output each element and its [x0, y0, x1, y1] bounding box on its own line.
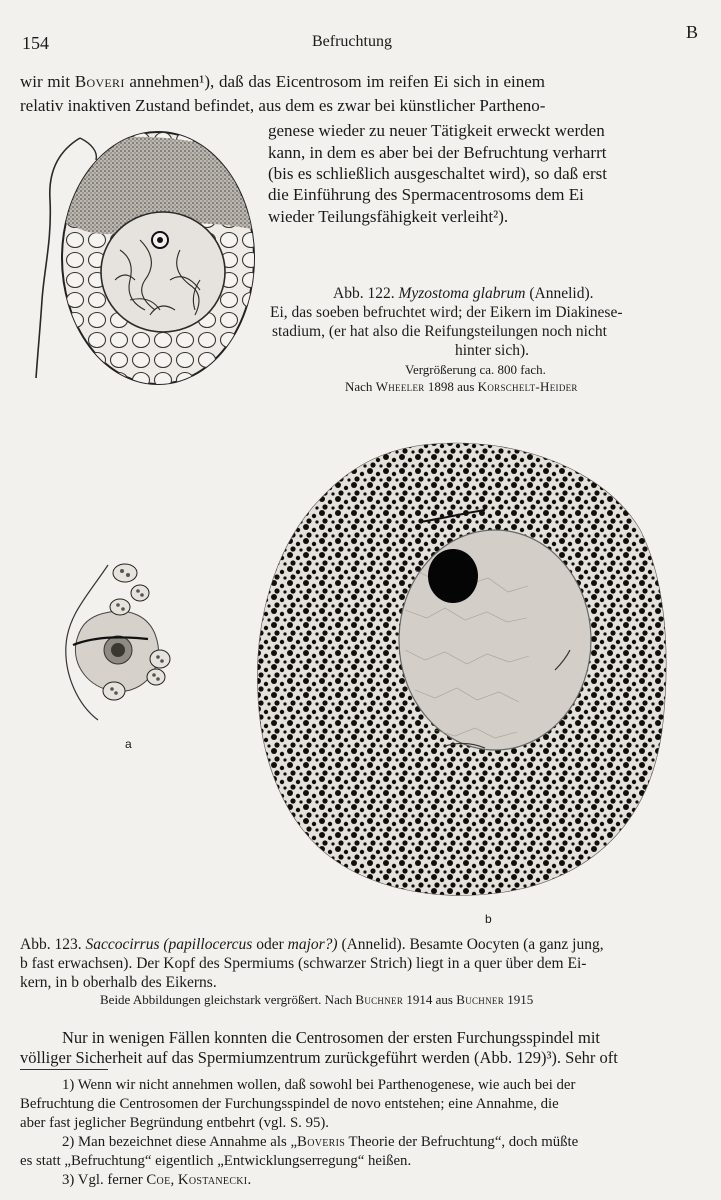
fig123-caption-line-1: Abb. 123. Saccocirrus (papillocercus oder major?) (Annelid). Besamte Oocyten (a ganz jung,	[20, 936, 604, 953]
footnote-rule	[20, 1069, 108, 1070]
figure-122-egg-illustration	[20, 130, 280, 390]
intro-line-3: genese wieder zu neuer Tätigkeit erweckt werden	[268, 121, 605, 140]
sheet-mark: B	[686, 22, 699, 42]
fig122-caption-desc-1: Ei, das soeben befruchtet wird; der Eikern im Diakinese-	[270, 304, 623, 321]
intro-line-2: relativ inaktiven Zustand befindet, aus dem es zwar bei künstlicher Partheno-	[20, 96, 546, 115]
fig122-source: Nach Wheeler 1898 aus Korschelt-Heider	[345, 379, 578, 394]
running-title: Befruchtung	[312, 33, 392, 50]
intro-line-1: wir mit Boveri annehmen¹), daß das Eicentrosom im reifen Ei sich in einem	[20, 72, 545, 91]
page-number: 154	[22, 33, 49, 53]
fig123-caption-line-2: b fast erwachsen). Der Kopf des Spermiums (schwarzer Strich) liegt in a quer über dem Ei-	[20, 955, 587, 972]
fig122-caption-desc-3: hinter sich).	[455, 342, 530, 359]
intro-line-7: wieder Teilungsfähigkeit verleiht²).	[268, 207, 509, 226]
fig123-species: Saccocirrus (papillocercus	[85, 936, 253, 953]
intro-line-4: kann, in dem es aber bei der Befruchtung verharrt	[268, 143, 607, 162]
fig123-panel-b-label: b	[485, 912, 492, 926]
author-boveri: Boveri	[74, 72, 125, 91]
footnote-3: 3) Vgl. ferner Coe, Kostanecki.	[62, 1172, 252, 1188]
footnote-1-line-3: aber fast jeglicher Begründung entbehrt (vgl. S. 95).	[20, 1115, 330, 1131]
figure-123b-mature-oocyte	[255, 440, 675, 900]
fig122-magnification: Vergrößerung ca. 800 fach.	[405, 362, 546, 377]
fig123-caption-line-3: kern, in b oberhalb des Eikerns.	[20, 974, 217, 991]
fig122-caption-desc-2: stadium, (er hat also die Reifungsteilungen noch nicht	[272, 323, 607, 340]
footnote-2-line-1: 2) Man bezeichnet diese Annahme als „Boveris Theorie der Befruchtung“, doch müßte	[62, 1134, 579, 1150]
body-line-1: Nur in wenigen Fällen konnten die Centrosomen der ersten Furchungsspindel mit	[62, 1028, 600, 1047]
footnote-1-line-2: Befruchtung die Centrosomen der Furchungsspindel de novo entstehen; eine Annahme, die	[20, 1096, 559, 1112]
fig122-caption-title: Abb. 122. Myzostoma glabrum (Annelid).	[333, 285, 594, 302]
fig123-source: Beide Abbildungen gleichstark vergrößert. Nach Buchner 1914 aus Buchner 1915	[100, 992, 534, 1007]
intro-line-6: die Einführung des Spermacentrosoms dem Ei	[268, 185, 584, 204]
footnote-1-line-1: 1) Wenn wir nicht annehmen wollen, daß sowohl bei Parthenogenese, wie auch bei der	[62, 1077, 576, 1093]
fig122-species: Myzostoma glabrum	[398, 285, 526, 302]
intro-line-5: (bis es schließlich ausgeschaltet wird), so daß erst	[268, 164, 607, 183]
footnote-2-line-2: es statt „Befruchtung“ eigentlich „Entwicklungserregung“ heißen.	[20, 1153, 412, 1169]
body-line-2: völliger Sicherheit auf das Spermiumzentrum zurückgeführt werden (Abb. 129)³). Sehr oft	[20, 1048, 618, 1067]
figure-123a-young-oocyte	[58, 555, 198, 735]
fig123-panel-a-label: a	[125, 737, 132, 751]
